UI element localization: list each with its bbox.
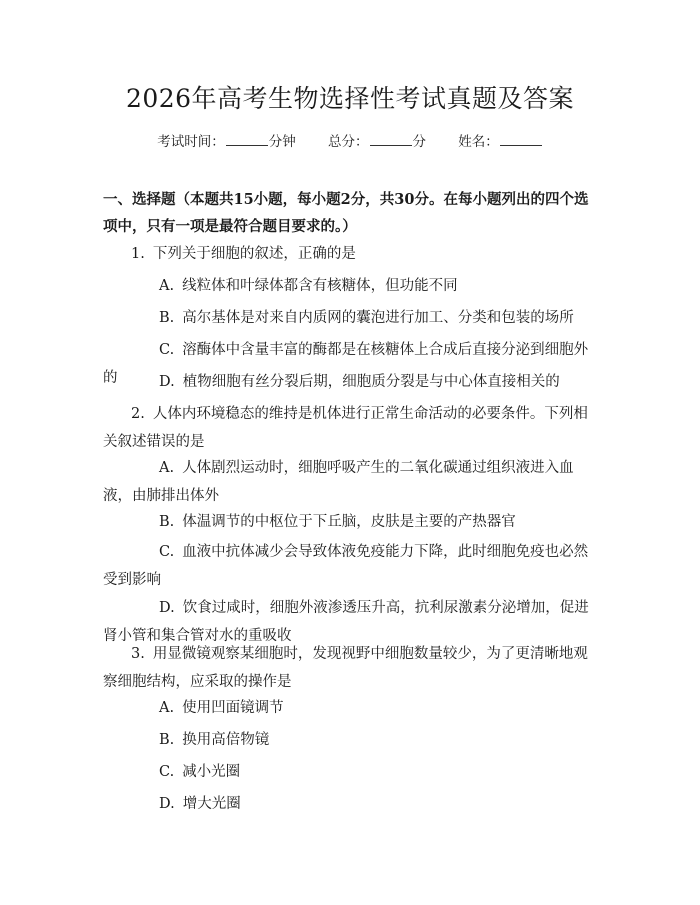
option-3c [103,758,597,786]
option-letter: B. [159,310,175,326]
option-text: 高尔基体是对来自内质网的囊泡进行加工、分类和包装的场所 [182,310,574,326]
time-label: 考试时间： [157,134,225,150]
question-stem: 用显微镜观察某细胞时，发现视野中细胞数量较少，为了更清晰地观察细胞结构，应采取的操作是 [103,646,588,690]
question-number: 1. [131,246,145,262]
score-blank [370,133,412,146]
page-title: 2026年高考生物选择性考试真题及答案 [125,84,575,113]
option-2a [103,454,597,510]
option-3a [103,694,597,722]
section-heading: 一、选择题（本题共15小题，每小题2分，共30分。在每小题列出的四个选项中，只有一项是最符合题目要求的。） [103,191,589,235]
option-text: 增大光圈 [182,796,241,812]
option-1d [103,368,597,396]
question-number: 3. [131,646,145,662]
exam-name [458,134,543,150]
option-letter: A. [159,278,175,294]
score-label: 总分： [328,134,369,150]
exam-score [328,134,426,150]
name-label: 姓名： [458,134,499,150]
option-2b [103,508,597,536]
option-letter: C. [159,764,175,780]
score-unit: 分 [412,134,426,150]
option-1b [103,304,597,332]
option-3d [103,790,597,818]
option-letter: B. [159,732,175,748]
option-letter: A. [159,460,175,476]
option-letter: B. [159,514,175,530]
question-stem: 人体内环境稳态的维持是机体进行正常生命活动的必要条件。下列相关叙述错误的是 [103,406,588,450]
option-letter: C. [159,544,175,560]
question-2 [103,400,597,456]
exam-time [157,134,296,150]
option-letter: D. [159,374,175,390]
question-stem: 下列关于细胞的叙述，正确的是 [152,246,356,262]
question-1 [103,240,597,268]
question-number: 2. [131,406,145,422]
option-text: 饮食过咸时，细胞外液渗透压升高，抗利尿激素分泌增加，促进肾小管和集合管对水的重吸收 [103,600,589,644]
time-unit: 分钟 [268,134,296,150]
option-letter: C. [159,342,175,358]
option-text: 植物细胞有丝分裂后期，细胞质分裂是与中心体直接相关的 [182,374,560,390]
option-letter: A. [159,700,175,716]
option-text: 人体剧烈运动时，细胞呼吸产生的二氧化碳通过组织液进入血液，由肺排出体外 [103,460,574,504]
option-text: 线粒体和叶绿体都含有核糖体，但功能不同 [182,278,458,294]
option-text: 使用凹面镜调节 [182,700,284,716]
option-text: 减小光圈 [182,764,241,780]
time-blank [226,133,268,146]
option-text: 溶酶体中含量丰富的酶都是在核糖体上合成后直接分泌到细胞外的 [103,342,589,386]
option-text: 换用高倍物镜 [182,732,270,748]
option-letter: D. [159,600,175,616]
exam-meta [0,133,700,151]
option-1a [103,272,597,300]
question-3 [103,640,597,696]
name-blank [500,133,542,146]
option-2c [103,538,597,594]
option-3b [103,726,597,754]
option-letter: D. [159,796,175,812]
option-text: 体温调节的中枢位于下丘脑，皮肤是主要的产热器官 [182,514,516,530]
option-text: 血液中抗体减少会导致体液免疫能力下降，此时细胞免疫也必然受到影响 [103,544,589,588]
